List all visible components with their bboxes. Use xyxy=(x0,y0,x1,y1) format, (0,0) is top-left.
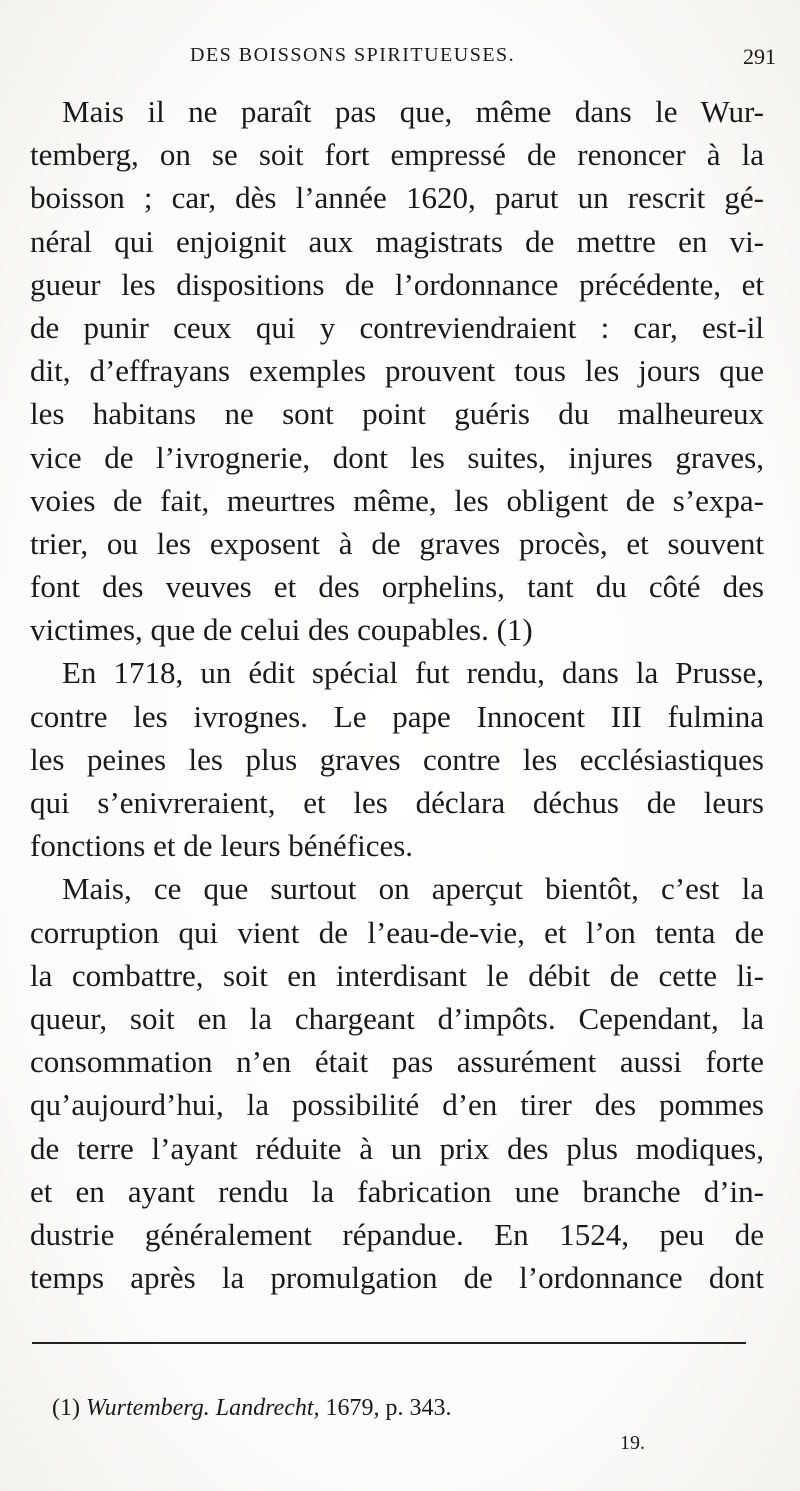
text-line: dustrie généralement répandue. En 1524, peu de xyxy=(30,1216,764,1252)
body-text xyxy=(30,90,764,1299)
text-line: victimes, que de celui des coupables. (1) xyxy=(30,612,533,648)
signature-mark: 19. xyxy=(620,1432,645,1454)
footnote-marker: (1) xyxy=(52,1395,80,1421)
text-line: font des veuves et des orphelins, tant du côté des xyxy=(30,569,764,605)
page-number: 291 xyxy=(743,44,776,69)
text-line: la combattre, soit en interdisant le débit de cette li- xyxy=(30,957,764,993)
footnote-detail: 1679, p. 343. xyxy=(325,1395,452,1421)
page-header xyxy=(0,44,800,78)
text-line: trier, ou les exposent à de graves procès, et souvent xyxy=(30,525,764,561)
text-line: Mais, ce que surtout on aperçut bientôt, c’est la xyxy=(62,871,764,907)
text-line: et en ayant rendu la fabrication une branche d’in- xyxy=(30,1173,764,1209)
footnote-source: Wurtemberg. Landrecht, xyxy=(85,1395,320,1421)
text-line: voies de fait, meurtres même, les obligent de s’expa- xyxy=(30,482,764,518)
text-line: boisson ; car, dès l’année 1620, parut un rescrit gé- xyxy=(30,180,764,216)
text-line: les peines les plus graves contre les ecclésiastiques xyxy=(30,741,764,777)
text-line: gueur les dispositions de l’ordonnance précédente, et xyxy=(30,266,764,302)
text-line: queur, soit en la chargeant d’impôts. Cependant, la xyxy=(30,1000,764,1036)
text-line: néral qui enjoignit aux magistrats de mettre en vi- xyxy=(30,223,764,259)
text-line: les habitans ne sont point guéris du malheureux xyxy=(30,396,764,432)
running-title: DES BOISSONS SPIRITUEUSES. xyxy=(190,44,516,66)
text-line: de terre l’ayant réduite à un prix des plus modiques, xyxy=(30,1130,764,1166)
text-line: de punir ceux qui y contreviendraient : car, est-il xyxy=(30,309,764,345)
text-line: vice de l’ivrognerie, dont les suites, injures graves, xyxy=(30,439,764,475)
text-line: contre les ivrognes. Le pape Innocent III fulmina xyxy=(30,698,764,734)
text-line: dit, d’effrayans exemples prouvent tous les jours que xyxy=(30,353,764,389)
text-line: temps après la promulgation de l’ordonnance dont xyxy=(30,1260,764,1296)
text-line: qui s’enivreraient, et les déclara déchus de leurs xyxy=(30,785,764,820)
footnote-divider xyxy=(32,1342,746,1344)
footnote xyxy=(52,1395,452,1422)
text-line: corruption qui vient de l’eau-de-vie, et l’on tenta de xyxy=(30,914,764,950)
text-line: consommation n’en était pas assurément aussi forte xyxy=(30,1044,764,1080)
text-line: fonctions et de leurs bénéfices. xyxy=(30,828,414,864)
text-line: qu’aujourd’hui, la possibilité d’en tirer des pommes xyxy=(30,1087,764,1123)
text-line: En 1718, un édit spécial fut rendu, dans la Prusse, xyxy=(62,655,764,691)
text-line: Mais il ne paraît pas que, même dans le Wur- xyxy=(62,94,764,129)
text-line: temberg, on se soit fort empressé de renoncer à la xyxy=(30,137,764,173)
